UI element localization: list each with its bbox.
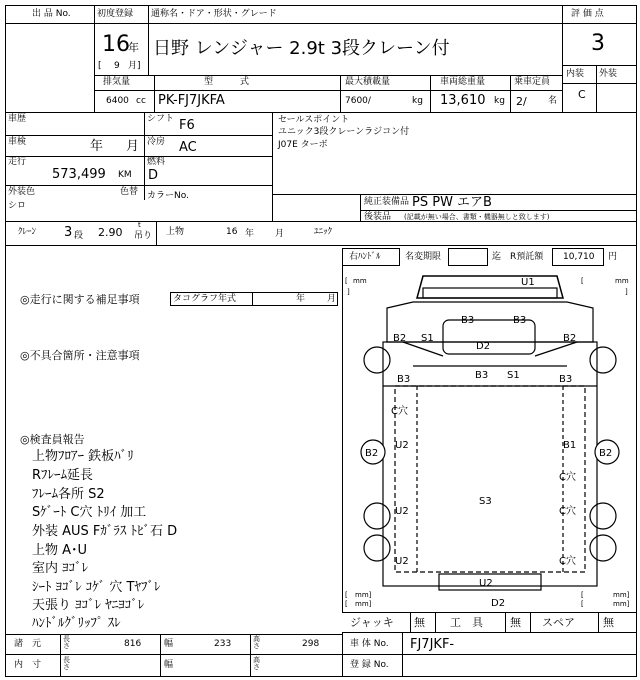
year-value: 16	[102, 32, 130, 57]
lot-label: 出 品 No.	[32, 9, 71, 19]
equip-value: PS PW エアB	[412, 195, 492, 210]
disp-label: 排気量	[103, 77, 131, 87]
report-line-9: 天張り ﾖｺﾞﾚ ﾔﾆﾖｺﾞﾚ	[32, 598, 145, 613]
mei-unit: 名	[548, 96, 558, 106]
chassis-value: FJ7JKF-	[410, 637, 455, 652]
bracket-br-open: [	[581, 591, 584, 599]
equip-label: 純正装備品	[364, 197, 410, 207]
defects-heading: ◎不具合箇所・注意事項	[20, 349, 140, 362]
gvw-label: 車両総重量	[440, 77, 486, 87]
shift-value: F6	[179, 118, 195, 133]
report-line-2: Rﾌﾚｰﾑ延長	[32, 468, 94, 483]
t-unit: t	[138, 221, 141, 229]
mileage-label: 走行	[8, 157, 27, 167]
interior-label: 内装	[566, 69, 585, 79]
exterior-label: 外装	[599, 69, 618, 79]
en-unit: 円	[608, 252, 618, 262]
history-label: 車歴	[8, 114, 27, 124]
height-label: 高さ	[253, 635, 260, 650]
inspector-heading: ◎検査員報告	[20, 433, 85, 446]
color-label: 外装色	[8, 187, 36, 197]
shou-label: 迄	[492, 252, 502, 262]
tacho-tsuki: 月	[327, 294, 337, 304]
dmg-b2-m: B2	[365, 448, 379, 459]
spare-label: スペア	[542, 616, 575, 629]
capacity-label: 乗車定員	[514, 77, 551, 87]
dmg-b2-r: B2	[563, 333, 577, 344]
dmg-u2-c: U2	[395, 556, 409, 567]
bracket-bl-mm: mm]	[355, 591, 372, 599]
month-open: [	[98, 61, 102, 71]
fuel-label: 燃料	[147, 157, 166, 167]
r-mileage-label: R預託額	[510, 252, 544, 262]
truck-diagram	[343, 268, 637, 612]
jack-label: ジャッキ	[350, 616, 394, 629]
crane-stages: 3	[64, 225, 73, 240]
color-no-label: 色替	[120, 187, 139, 197]
inspection-tsuki: 月	[126, 139, 140, 154]
shift-label: シフト	[147, 114, 175, 124]
jack-value: 無	[414, 616, 425, 629]
report-line-7: 室内 ﾖｺﾞﾚ	[32, 561, 89, 576]
after-label: 後装品	[364, 212, 392, 222]
month-unit: 月]	[128, 61, 141, 71]
ac-value: AC	[179, 140, 197, 155]
gvw-value: 13,610	[440, 93, 486, 108]
tacho-label: タコグラフ年式	[173, 294, 237, 304]
score-label: 評 価 点	[571, 9, 604, 19]
tsuri-unit: 吊り	[134, 231, 153, 241]
after-note: (記載が無い場合、書類・機器無しと致します)	[404, 213, 550, 221]
upper-year: 16	[226, 227, 238, 237]
dmg-u1: U1	[521, 277, 535, 288]
width-value: 233	[214, 639, 232, 649]
car-name: 日野 レンジャー 2.9t 3段クレーン付	[153, 38, 450, 59]
tools-label: 工 具	[450, 616, 483, 629]
report-line-4: Sｹﾞｰﾄ C穴 ﾄﾘｲ 加工	[32, 505, 147, 520]
bracket-tl-open: [	[345, 277, 348, 285]
mileage-value: 573,499	[52, 167, 106, 182]
bracket-tr-mm: mm	[615, 277, 629, 285]
dmg-b3-a: B3	[461, 315, 475, 326]
cc-unit: cc	[136, 96, 146, 106]
inner-width-label: 幅	[164, 660, 174, 670]
upper-label: 上物	[166, 227, 185, 237]
bracket-br-mm-2: mm]	[613, 600, 630, 608]
color-no: カラーNo.	[147, 191, 189, 201]
report-line-5: 外装 AUS Fｶﾞﾗｽ ﾄﾋﾞ石 D	[32, 524, 178, 539]
km-unit: KM	[118, 170, 132, 180]
inspection-nen: 年	[90, 139, 104, 154]
bracket-br-mm: mm]	[613, 591, 630, 599]
color-value: シロ	[8, 201, 27, 211]
model-label: 型 式	[204, 77, 250, 87]
bracket-bl-open: [	[345, 591, 348, 599]
dmg-c-hole-2: C穴	[559, 556, 576, 567]
r-mileage-value: 10,710	[563, 252, 595, 262]
load-value: 7600/	[345, 96, 371, 106]
spare-value: 無	[603, 616, 614, 629]
dmg-u2-d: U2	[479, 578, 493, 589]
dmg-s1: S1	[421, 333, 434, 344]
dmg-c-hole-1: C穴	[391, 406, 408, 417]
dmg-u2-b: U2	[395, 506, 409, 517]
reg-label: 登 録 No.	[350, 660, 389, 670]
upper-maker: ﾕﾆｯｸ	[314, 227, 333, 237]
report-line-3: ﾌﾚｰﾑ各所 S2	[32, 487, 105, 502]
bracket-tl-mm: mm	[353, 277, 367, 285]
year-unit: 年	[128, 41, 139, 54]
dmg-s3: S3	[479, 496, 492, 507]
dmg-d2: D2	[476, 341, 491, 352]
month-value: 9	[114, 61, 120, 71]
displacement: 6400	[106, 96, 129, 106]
dmg-c-hole-r1: C穴	[559, 472, 576, 483]
inner-height-label: 高さ	[253, 656, 260, 671]
dmg-c-hole-r2: C穴	[559, 506, 576, 517]
bracket-tr-open: [	[581, 277, 584, 285]
sales-line-2: J07E ターボ	[278, 140, 328, 150]
capacity-value: 2/	[516, 95, 527, 108]
dmg-b2-n: B2	[599, 448, 613, 459]
handle-value: 右ﾊﾝﾄﾞﾙ	[349, 252, 381, 262]
tools-value: 無	[510, 616, 521, 629]
dmg-b3-d: B3	[475, 370, 489, 381]
dmg-b3-c: B3	[397, 374, 411, 385]
score-value: 3	[591, 31, 605, 56]
dmg-b2-l: B2	[393, 333, 407, 344]
spec-label: 諸 元	[14, 639, 42, 649]
first-reg-label: 初度登録	[97, 9, 134, 19]
kg-unit-1: kg	[412, 96, 423, 106]
report-line-8: ｼｰﾄ ﾖｺﾞﾚ ｺｹﾞ 穴 Tﾔﾌﾞﾚ	[32, 580, 161, 595]
run-supplement-heading: ◎走行に関する補足事項	[20, 293, 140, 306]
dan-unit: 段	[74, 231, 84, 241]
inner-label: 内 寸	[14, 660, 42, 670]
bracket-tl-close: ]	[347, 288, 350, 296]
fuel-value: D	[148, 168, 159, 183]
bracket-br-open-2: [	[581, 600, 584, 608]
model-value: PK-FJ7JKFA	[158, 93, 225, 108]
bracket-tr-close: ]	[625, 288, 628, 296]
sales-line-1: ユニック3段クレーンラジコン付	[278, 127, 410, 137]
upper-nen: 年	[245, 229, 255, 239]
tacho-nen: 年	[296, 294, 306, 304]
kg-unit-2: kg	[494, 96, 505, 106]
name-change-label: 名変期限	[405, 252, 442, 262]
report-line-10: ﾊﾝﾄﾞﾙｸﾞﾘｯﾌﾟ ｽﾚ	[32, 616, 121, 631]
crane-tons: 2.90	[98, 226, 123, 239]
inner-length-label: 長さ	[63, 656, 70, 671]
report-line-6: 上物 A･U	[32, 543, 88, 558]
ac-label: 冷房	[147, 137, 166, 147]
dmg-u2-a: U2	[395, 440, 409, 451]
upper-tsuki: 月	[275, 229, 285, 239]
name-label: 通称名・ドア・形状・グレード	[151, 9, 277, 19]
length-label: 長さ	[63, 635, 70, 650]
report-line-1: 上物ﾌﾛｱｰ 鉄板ﾊﾞﾘ	[32, 449, 134, 464]
bracket-bl-mm-2: mm]	[355, 600, 372, 608]
bracket-bl-open-2: [	[345, 600, 348, 608]
dmg-d2-b: D2	[491, 598, 506, 609]
height-value: 298	[302, 639, 320, 649]
dmg-b1: B1	[563, 440, 577, 451]
dmg-s1-b: S1	[507, 370, 520, 381]
crane-label: ｸﾚｰﾝ	[18, 227, 37, 237]
interior-score: C	[578, 88, 586, 101]
sales-label: セールスポイント	[278, 115, 350, 125]
dmg-b3-e: B3	[559, 374, 573, 385]
load-label: 最大積載量	[345, 77, 391, 87]
inspection-label: 車検	[8, 137, 27, 147]
length-value: 816	[124, 639, 142, 649]
width-label: 幅	[164, 639, 174, 649]
dmg-b3-b: B3	[513, 315, 527, 326]
chassis-label: 車 体 No.	[350, 639, 389, 649]
